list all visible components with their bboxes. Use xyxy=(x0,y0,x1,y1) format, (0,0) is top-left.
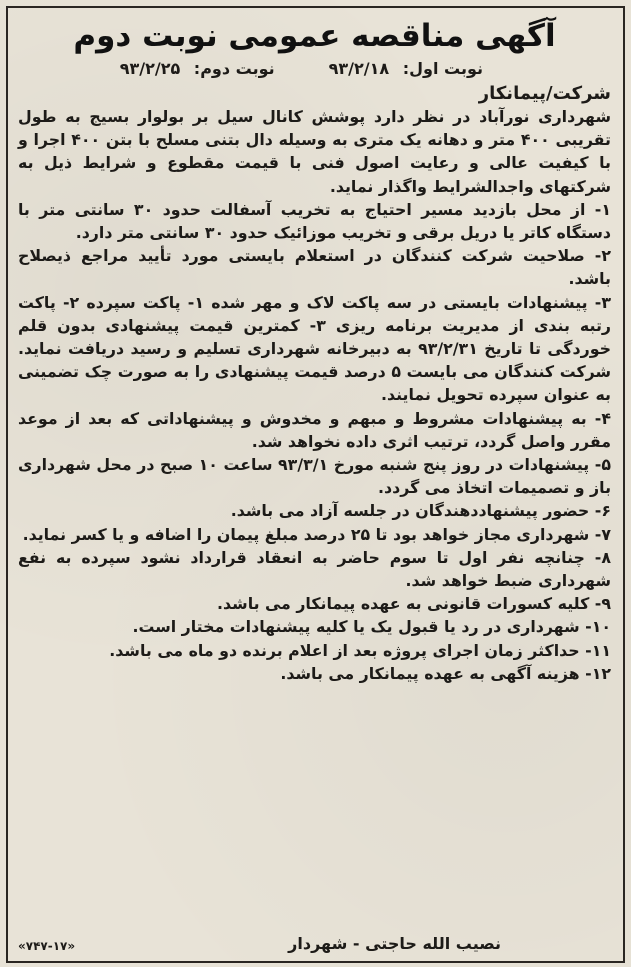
first-round-label: نوبت اول: xyxy=(402,59,483,78)
second-round-label: نوبت دوم: xyxy=(193,59,275,78)
second-round-date: ۹۳/۲/۲۵ xyxy=(119,59,181,78)
mayor-signature: نصیب الله حاجتی - شهردار xyxy=(288,934,501,953)
tender-notice-frame xyxy=(6,6,625,963)
notice-title: آگهی مناقصه عمومی نوبت دوم xyxy=(73,18,556,54)
notice-footer xyxy=(18,933,611,955)
publication-rounds xyxy=(18,58,611,80)
condition-item-9: ۹- کلیه کسورات قانونی به عهده پیمانکار می باشد. xyxy=(217,594,611,614)
condition-item-2: ۲- صلاحیت شرکت کنندگان در استعلام بایستی مورد تأیید مراجع ذیصلاح باشد. xyxy=(18,246,611,289)
condition-item-6: ۶- حضور پیشنهاددهندگان در جلسه آزاد می باشد. xyxy=(230,501,611,521)
conditions-list xyxy=(18,198,611,685)
condition-item-8: ۸- چنانچه نفر اول تا سوم حاضر به انعقاد قرارداد نشود سپرده به نفع شهرداری ضبط خواهد شد. xyxy=(18,547,611,591)
condition-item-7: ۷- شهرداری مجاز خواهد بود تا ۲۵ درصد مبلغ پیمان را اضافه و یا کسر نماید. xyxy=(22,524,611,544)
condition-item-4: ۴- به پیشنهادات مشروط و مبهم و مخدوش و پیشنهاداتی که بعد از موعد مقرر واصل گردد، ترتیب اثری داده نخواهد شد. xyxy=(18,408,611,451)
first-round xyxy=(329,58,483,80)
condition-item-10: ۱۰- شهرداری در رد یا قبول یک یا کلیه پیشنهادات مختار است. xyxy=(132,617,611,637)
intro-paragraph: شهرداری نورآباد در نظر دارد پوشش کانال سیل بر بولوار بسیج به طول تقریبی ۴۰۰ متر و دهانه یک متری به وسیله دال بتنی مسلح با بتن ۴۰۰ اجرا و با کیفیت عالی و رعایت اصول فنی با قیمت مقطوع و شرایط ذیل به شرکتهای واجدالشرایط واگذار نماید. xyxy=(18,107,611,196)
second-round xyxy=(120,58,275,80)
ad-code: «۷۴۷-۱۷» xyxy=(18,939,76,953)
condition-item-11: ۱۱- حداکثر زمان اجرای پروژه بعد از اعلام برنده دو ماه می باشد. xyxy=(109,640,611,660)
condition-item-3: ۳- پیشنهادات بایستی در سه پاکت لاک و مهر شده ۱- پاکت سپرده ۲- پاکت رتبه بندی از مدیریت برنامه ریزی ۳- کمترین قیمت پیشنهادی بدون قلم خوردگی تا تاریخ ۹۳/۲/۳۱ به دبیرخانه شهرداری تسلیم و رسید دریافت نماید. شرکت کنندگان می بایست ۵ درصد قیمت پیشنهادی را به صورت چک تضمینی به عنوان سپرده تحویل نمایند. xyxy=(18,292,612,405)
condition-item-5: ۵- پیشنهادات در روز پنج شنبه مورخ ۹۳/۳/۱ ساعت ۱۰ صبح در محل شهرداری باز و تصمیمات اتخاذ می گردد. xyxy=(18,455,612,498)
first-round-date: ۹۳/۲/۱۸ xyxy=(328,59,390,78)
recipient-heading: شرکت/پیمانکار xyxy=(478,83,611,104)
condition-item-12: ۱۲- هزینه آگهی به عهده پیمانکار می باشد. xyxy=(280,663,611,683)
condition-item-1: ۱- از محل بازدید مسیر احتیاج به تخریب آسفالت حدود ۳۰ سانتی متر با دستگاه کاتر یا دریل برقی و تخریب موزائیک حدود ۳۰ سانتی متر دارد. xyxy=(18,199,611,243)
